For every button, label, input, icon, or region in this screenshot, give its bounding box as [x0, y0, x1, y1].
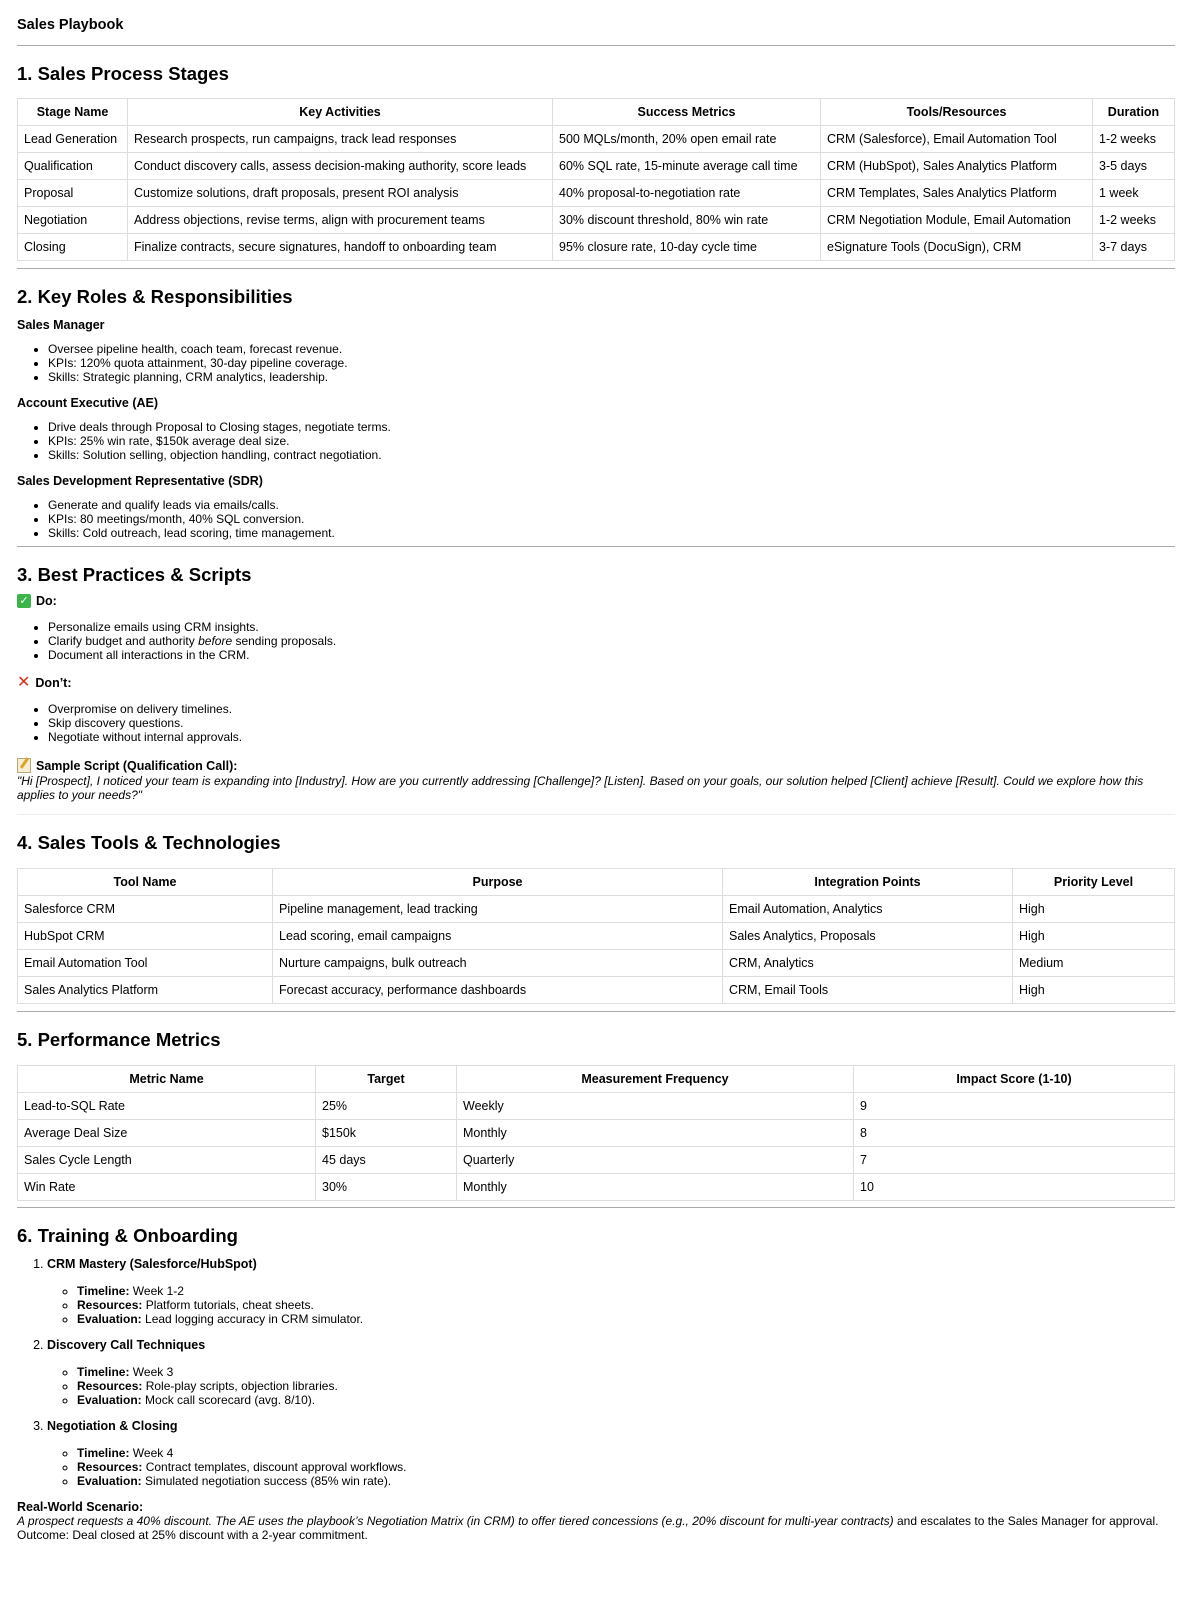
column-header: Tools/Resources [821, 99, 1093, 126]
course-details [47, 1284, 1175, 1326]
table-cell: High [1013, 977, 1175, 1004]
list-item: • Document all interactions in the CRM. [48, 648, 1175, 662]
section-heading-tools: 4. Sales Tools & Technologies [17, 832, 281, 853]
table-row [18, 1147, 1175, 1174]
metrics-table [17, 1065, 1175, 1201]
table-cell: Finalize contracts, secure signatures, handoff to onboarding team [128, 234, 553, 261]
table-row [18, 1174, 1175, 1201]
label: Timeline: [77, 1446, 130, 1460]
table-cell: eSignature Tools (DocuSign), CRM [821, 234, 1093, 261]
list-item: • Drive deals through Proposal to Closing stages, negotiate terms. [48, 420, 1175, 434]
table-cell: Average Deal Size [18, 1120, 316, 1147]
table-cell: Pipeline management, lead tracking [273, 896, 723, 923]
label: Evaluation: [77, 1474, 142, 1488]
table-cell: $150k [316, 1120, 457, 1147]
column-header: Purpose [273, 869, 723, 896]
role-title-account-executive: Account Executive (AE) [17, 396, 159, 410]
table-cell: High [1013, 896, 1175, 923]
role-list [17, 420, 1175, 462]
list-item: • Personalize emails using CRM insights. [48, 620, 1175, 634]
text-span: sending proposals. [232, 634, 337, 648]
table-cell: 3-5 days [1093, 153, 1175, 180]
training-item [47, 1338, 1175, 1407]
column-header: Key Activities [128, 99, 553, 126]
stages-table [17, 98, 1175, 261]
table-cell: 45 days [316, 1147, 457, 1174]
course-details [47, 1446, 1175, 1488]
dont-label: Don’t: [35, 676, 72, 690]
table-cell: 500 MQLs/month, 20% open email rate [553, 126, 821, 153]
value: Week 4 [129, 1446, 174, 1460]
section-heading-practices: 3. Best Practices & Scripts [17, 564, 252, 585]
divider [17, 45, 1175, 46]
list-item: • Skills: Strategic planning, CRM analytics, leadership. [48, 370, 1175, 384]
training-item [47, 1419, 1175, 1488]
table-cell: 8 [854, 1120, 1175, 1147]
table-cell: Negotiation [18, 207, 128, 234]
table-cell: High [1013, 923, 1175, 950]
list-item [77, 1474, 1175, 1488]
table-cell: Proposal [18, 180, 128, 207]
list-item: • KPIs: 25% win rate, $150k average deal size. [48, 434, 1175, 448]
list-item: • KPIs: 80 meetings/month, 40% SQL conversion. [48, 512, 1175, 526]
table-cell: Forecast accuracy, performance dashboards [273, 977, 723, 1004]
table-row [18, 1120, 1175, 1147]
table-cell: Weekly [457, 1093, 854, 1120]
table-cell: Nurture campaigns, bulk outreach [273, 950, 723, 977]
table-cell: Salesforce CRM [18, 896, 273, 923]
table-row [18, 977, 1175, 1004]
table-cell: 1-2 weeks [1093, 126, 1175, 153]
table-cell: Sales Analytics, Proposals [723, 923, 1013, 950]
list-item: • Oversee pipeline health, coach team, forecast revenue. [48, 342, 1175, 356]
table-cell: Conduct discovery calls, assess decision-making authority, score leads [128, 153, 553, 180]
course-title: 1. CRM Mastery (Salesforce/HubSpot) [47, 1257, 257, 1271]
table-row [18, 207, 1175, 234]
list-item: • Negotiate without internal approvals. [48, 730, 1175, 744]
list-item [77, 1365, 1175, 1379]
table-cell: CRM (Salesforce), Email Automation Tool [821, 126, 1093, 153]
table-cell: 1-2 weeks [1093, 207, 1175, 234]
sample-script: "Hi [Prospect], I noticed your team is expanding into [Industry]. How are you currently addressing [Challenge]? [Listen]. Based on your goals, our solution helped [Client] achieve [Result]. Could we explore how this applies to your needs?" [17, 774, 1144, 802]
list-item: • Overpromise on delivery timelines. [48, 702, 1175, 716]
column-header: Stage Name [18, 99, 128, 126]
do-list [17, 620, 1175, 662]
role-list [17, 498, 1175, 540]
value: Mock call scorecard (avg. 8/10). [141, 1393, 316, 1407]
script-label: Sample Script (Qualification Call): [36, 758, 238, 773]
list-item: • Skip discovery questions. [48, 716, 1175, 730]
training-item [47, 1257, 1175, 1326]
table-cell: 30% [316, 1174, 457, 1201]
check-mark-icon: ✓ [17, 594, 31, 608]
list-item [77, 1379, 1175, 1393]
label: Resources: [77, 1298, 143, 1312]
section-heading-stages: 1. Sales Process Stages [17, 63, 229, 84]
list-item [48, 634, 1175, 648]
scenario-rest: and escalates to the Sales Manager for approval. Outcome: Deal closed at 25% discount with a 2-year commitment. [17, 1514, 1159, 1542]
section-heading-roles: 2. Key Roles & Responsibilities [17, 286, 293, 307]
table-cell: 25% [316, 1093, 457, 1120]
page-title: Sales Playbook [17, 17, 124, 33]
table-cell: Lead scoring, email campaigns [273, 923, 723, 950]
stages-table-header [18, 99, 1175, 126]
table-cell: Address objections, revise terms, align with procurement teams [128, 207, 553, 234]
dont-list [17, 702, 1175, 744]
table-cell: Monthly [457, 1120, 854, 1147]
column-header: Measurement Frequency [457, 1066, 854, 1093]
list-item: • Generate and qualify leads via emails/calls. [48, 498, 1175, 512]
column-header: Success Metrics [553, 99, 821, 126]
divider [17, 814, 1175, 815]
dont-heading [17, 676, 1175, 690]
list-item [77, 1284, 1175, 1298]
table-cell: Lead Generation [18, 126, 128, 153]
course-title: 2. Discovery Call Techniques [47, 1338, 206, 1352]
table-cell: Research prospects, run campaigns, track lead responses [128, 126, 553, 153]
course-details [47, 1365, 1175, 1407]
value: Contract templates, discount approval workflows. [142, 1460, 407, 1474]
table-cell: CRM, Email Tools [723, 977, 1013, 1004]
column-header: Integration Points [723, 869, 1013, 896]
tools-table [17, 868, 1175, 1004]
value: Week 3 [129, 1365, 174, 1379]
table-row [18, 180, 1175, 207]
column-header: Metric Name [18, 1066, 316, 1093]
list-item: • KPIs: 120% quota attainment, 30-day pipeline coverage. [48, 356, 1175, 370]
table-row [18, 923, 1175, 950]
do-label: Do: [36, 594, 57, 608]
scenario-label: Real-World Scenario: [17, 1500, 144, 1514]
list-item [77, 1446, 1175, 1460]
table-cell: Customize solutions, draft proposals, present ROI analysis [128, 180, 553, 207]
label: Resources: [77, 1379, 143, 1393]
table-cell: 40% proposal-to-negotiation rate [553, 180, 821, 207]
do-heading [17, 594, 1175, 608]
label: Evaluation: [77, 1393, 142, 1407]
table-cell: CRM Templates, Sales Analytics Platform [821, 180, 1093, 207]
divider [17, 1011, 1175, 1012]
column-header: Priority Level [1013, 869, 1175, 896]
scenario-text [17, 1514, 1175, 1542]
table-cell: 30% discount threshold, 80% win rate [553, 207, 821, 234]
table-cell: 9 [854, 1093, 1175, 1120]
table-cell: Sales Cycle Length [18, 1147, 316, 1174]
role-list [17, 342, 1175, 384]
divider [17, 268, 1175, 269]
table-row [18, 896, 1175, 923]
memo-icon [17, 758, 31, 773]
section-heading-training: 6. Training & Onboarding [17, 1225, 238, 1246]
role-title-sdr: Sales Development Representative (SDR) [17, 474, 263, 488]
value: Week 1-2 [129, 1284, 184, 1298]
table-cell: Closing [18, 234, 128, 261]
divider [17, 1207, 1175, 1208]
table-row [18, 1093, 1175, 1120]
table-cell: 10 [854, 1174, 1175, 1201]
value: Lead logging accuracy in CRM simulator. [141, 1312, 364, 1326]
table-row [18, 950, 1175, 977]
table-cell: Medium [1013, 950, 1175, 977]
table-cell: HubSpot CRM [18, 923, 273, 950]
value: Platform tutorials, cheat sheets. [142, 1298, 314, 1312]
table-cell: CRM (HubSpot), Sales Analytics Platform [821, 153, 1093, 180]
list-item [77, 1393, 1175, 1407]
scenario-italic: A prospect requests a 40% discount. The AE uses the playbook’s Negotiation Matrix (in CRM) to offer tiered concessions (e.g., 20% discount for multi-year contracts) [17, 1514, 894, 1528]
list-item [77, 1298, 1175, 1312]
label: Timeline: [77, 1284, 130, 1298]
table-cell: Email Automation Tool [18, 950, 273, 977]
column-header: Target [316, 1066, 457, 1093]
table-cell: Monthly [457, 1174, 854, 1201]
list-item [77, 1312, 1175, 1326]
section-heading-metrics: 5. Performance Metrics [17, 1029, 221, 1050]
table-cell: Sales Analytics Platform [18, 977, 273, 1004]
table-row [18, 153, 1175, 180]
emphasis: before [198, 634, 233, 648]
divider [17, 546, 1175, 547]
table-cell: Qualification [18, 153, 128, 180]
table-cell: 7 [854, 1147, 1175, 1174]
list-item: • Skills: Cold outreach, lead scoring, time management. [48, 526, 1175, 540]
table-cell: 95% closure rate, 10-day cycle time [553, 234, 821, 261]
table-cell: 3-7 days [1093, 234, 1175, 261]
label: Timeline: [77, 1365, 130, 1379]
text-span: Clarify budget and authority [48, 634, 199, 648]
value: Role-play scripts, objection libraries. [142, 1379, 338, 1393]
table-cell: 1 week [1093, 180, 1175, 207]
table-cell: 60% SQL rate, 15-minute average call time [553, 153, 821, 180]
label: Resources: [77, 1460, 143, 1474]
table-cell: Lead-to-SQL Rate [18, 1093, 316, 1120]
list-item: • Skills: Solution selling, objection handling, contract negotiation. [48, 448, 1175, 462]
column-header: Duration [1093, 99, 1175, 126]
value: Simulated negotiation success (85% win rate). [141, 1474, 392, 1488]
column-header: Impact Score (1-10) [854, 1066, 1175, 1093]
table-cell: Email Automation, Analytics [723, 896, 1013, 923]
table-row [18, 126, 1175, 153]
table-cell: CRM, Analytics [723, 950, 1013, 977]
cross-mark-icon: ✕ [17, 674, 31, 691]
table-cell: Quarterly [457, 1147, 854, 1174]
label: Evaluation: [77, 1312, 142, 1326]
table-row [18, 234, 1175, 261]
column-header: Tool Name [18, 869, 273, 896]
course-title: 3. Negotiation & Closing [47, 1419, 178, 1433]
list-item [77, 1460, 1175, 1474]
training-list [17, 1257, 1175, 1488]
table-cell: Win Rate [18, 1174, 316, 1201]
role-title-sales-manager: Sales Manager [17, 318, 105, 332]
script-heading [17, 758, 1175, 773]
table-cell: CRM Negotiation Module, Email Automation [821, 207, 1093, 234]
